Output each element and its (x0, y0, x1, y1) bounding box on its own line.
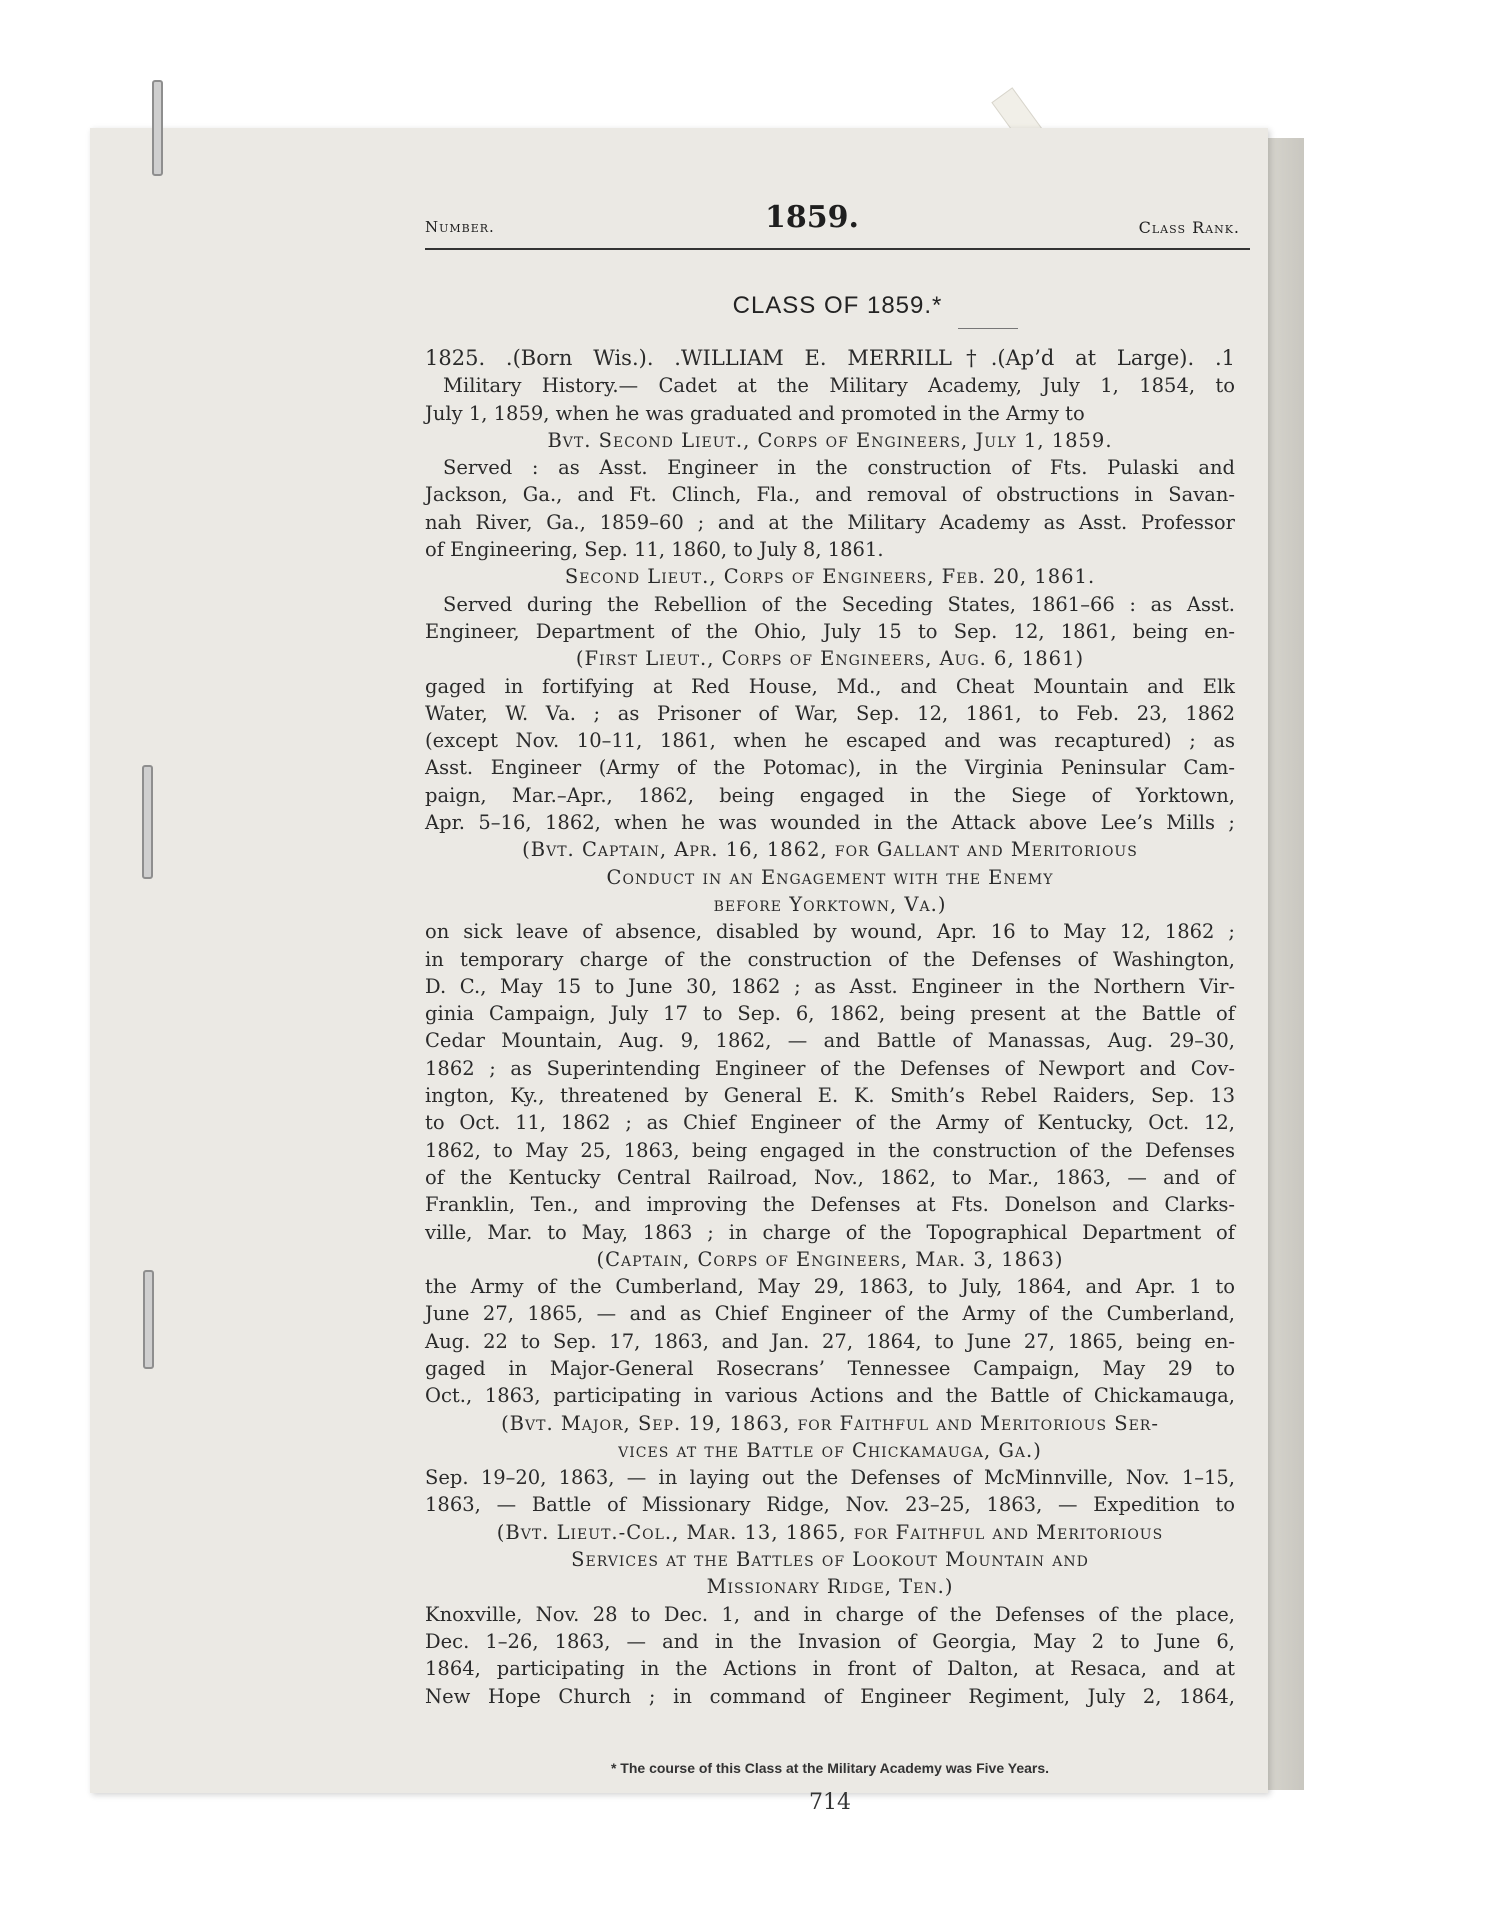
text-line: the Army of the Cumberland, May 29, 1863, to July, 1864, and Apr. 1 to (425, 1275, 1235, 1299)
text-line: July 1, 1859, when he was graduated and promoted in the Army to (425, 401, 1085, 425)
text-line: in temporary charge of the construction of the Defenses of Washington, (425, 947, 1235, 971)
biography-text (425, 345, 1235, 1710)
text-line: Water, W. Va. ; as Prisoner of War, Sep. 12, 1861, to Feb. 23, 1862 (425, 701, 1235, 725)
rank-line: Bvt. Second Lieut., Corps of Engineers, July 1, 1859. (547, 428, 1113, 452)
text-line: 1862, to May 25, 1863, being engaged in the construction of the Defenses (425, 1138, 1235, 1162)
text-line: ington, Ky., threatened by General E. K. Smith’s Rebel Raiders, Sep. 13 (425, 1084, 1235, 1108)
rank-line: (Bvt. Lieut.-Col., Mar. 13, 1865, for Faithful and Meritorious (496, 1520, 1164, 1544)
text-line: Sep. 19–20, 1863, — in laying out the Defenses of McMinnville, Nov. 1–15, (425, 1466, 1235, 1490)
rank-line: (First Lieut., Corps of Engineers, Aug. 6, 1861) (575, 647, 1085, 671)
text-line: of Engineering, Sep. 11, 1860, to July 8, 1861. (425, 538, 884, 562)
text-line: Aug. 22 to Sep. 17, 1863, and Jan. 27, 1864, to June 27, 1865, being en- (425, 1329, 1235, 1353)
class-title: CLASS OF 1859.* (732, 292, 943, 319)
rank-line: Missionary Ridge, Ten.) (706, 1575, 954, 1599)
text-line: Cedar Mountain, Aug. 9, 1862, — and Battle of Manassas, Aug. 29–30, (425, 1029, 1235, 1053)
text-line: Served : as Asst. Engineer in the construction of Fts. Pulaski and (443, 456, 1235, 480)
staple (152, 80, 163, 176)
text-line: Asst. Engineer (Army of the Potomac), in the Virginia Peninsular Cam- (425, 756, 1235, 780)
header-number-label: Number. (425, 218, 495, 236)
text-line: Served during the Rebellion of the Seceding States, 1861–66 : as Asst. (443, 592, 1235, 616)
text-line: (except Nov. 10–11, 1861, when he escaped and was recaptured) ; as (425, 729, 1235, 753)
running-header (425, 200, 1250, 240)
rank-line: (Bvt. Captain, Apr. 16, 1862, for Gallant and Meritorious (522, 838, 1138, 862)
text-line: nah River, Ga., 1859–60 ; and at the Military Academy as Asst. Professor (425, 510, 1235, 534)
text-line: Franklin, Ten., and improving the Defenses at Fts. Donelson and Clarks- (425, 1193, 1235, 1217)
text-line: 1863, — Battle of Missionary Ridge, Nov. 23–25, 1863, — Expedition to (425, 1493, 1235, 1517)
page-number: 714 (809, 1790, 851, 1815)
text-line: gaged in fortifying at Red House, Md., and Cheat Mountain and Elk (425, 674, 1235, 698)
text-line: gaged in Major-General Rosecrans’ Tennessee Campaign, May 29 to (425, 1356, 1235, 1380)
footnote: * The course of this Class at the Military Academy was Five Years. (610, 1760, 1050, 1776)
staple (142, 765, 153, 879)
text-line: 1825. .(Born Wis.). .WILLIAM E. MERRILL†.(Ap’d at Large). .1 (425, 346, 1235, 370)
text-line: 1864, participating in the Actions in front of Dalton, at Resaca, and at (425, 1657, 1235, 1681)
header-class-rank-label: Class Rank. (1138, 218, 1240, 237)
text-line: D. C., May 15 to June 30, 1862 ; as Asst. Engineer in the Northern Vir- (425, 974, 1235, 998)
rank-line: before Yorktown, Va.) (713, 892, 947, 916)
text-line: June 27, 1865, — and as Chief Engineer of the Army of the Cumberland, (425, 1302, 1235, 1326)
rank-line: Second Lieut., Corps of Engineers, Feb. 20, 1861. (564, 565, 1096, 589)
rank-line: Conduct in an Engagement with the Enemy (606, 865, 1054, 889)
rank-line: Services at the Battles of Lookout Mountain and (571, 1548, 1089, 1572)
text-line: Dec. 1–26, 1863, — and in the Invasion of Georgia, May 2 to June 6, (425, 1629, 1235, 1653)
header-rule (425, 248, 1250, 250)
text-line: to Oct. 11, 1862 ; as Chief Engineer of the Army of Kentucky, Oct. 12, (425, 1111, 1235, 1135)
rank-line: (Bvt. Major, Sep. 19, 1863, for Faithful and Meritorious Ser- (501, 1411, 1159, 1435)
text-line: Knoxville, Nov. 28 to Dec. 1, and in charge of the Defenses of the place, (425, 1602, 1235, 1626)
header-year: 1859. (765, 200, 859, 235)
title-rule (958, 328, 1018, 329)
rank-line: (Captain, Corps of Engineers, Mar. 3, 1863) (596, 1247, 1064, 1271)
rank-line: vices at the Battle of Chickamauga, Ga.) (618, 1438, 1042, 1462)
text-line: Apr. 5–16, 1862, when he was wounded in the Attack above Lee’s Mills ; (425, 811, 1235, 835)
text-line: ginia Campaign, July 17 to Sep. 6, 1862, being present at the Battle of (425, 1002, 1235, 1026)
text-line: Jackson, Ga., and Ft. Clinch, Fla., and removal of obstructions in Savan- (425, 483, 1235, 507)
text-line: on sick leave of absence, disabled by wound, Apr. 16 to May 12, 1862 ; (425, 920, 1235, 944)
text-line: Engineer, Department of the Ohio, July 15 to Sep. 12, 1861, being en- (425, 619, 1235, 643)
text-line: New Hope Church ; in command of Engineer Regiment, July 2, 1864, (425, 1684, 1235, 1708)
text-line: of the Kentucky Central Railroad, Nov., 1862, to Mar., 1863, — and of (425, 1165, 1235, 1189)
text-line: 1862 ; as Superintending Engineer of the Defenses of Newport and Cov- (425, 1056, 1235, 1080)
text-line: ville, Mar. to May, 1863 ; in charge of the Topographical Department of (425, 1220, 1235, 1244)
staple (143, 1270, 154, 1369)
text-line: Oct., 1863, participating in various Actions and the Battle of Chickamauga, (425, 1384, 1235, 1408)
text-line: paign, Mar.–Apr., 1862, being engaged in the Siege of Yorktown, (425, 783, 1235, 807)
text-line: Military History.— Cadet at the Military Academy, July 1, 1854, to (443, 374, 1235, 398)
